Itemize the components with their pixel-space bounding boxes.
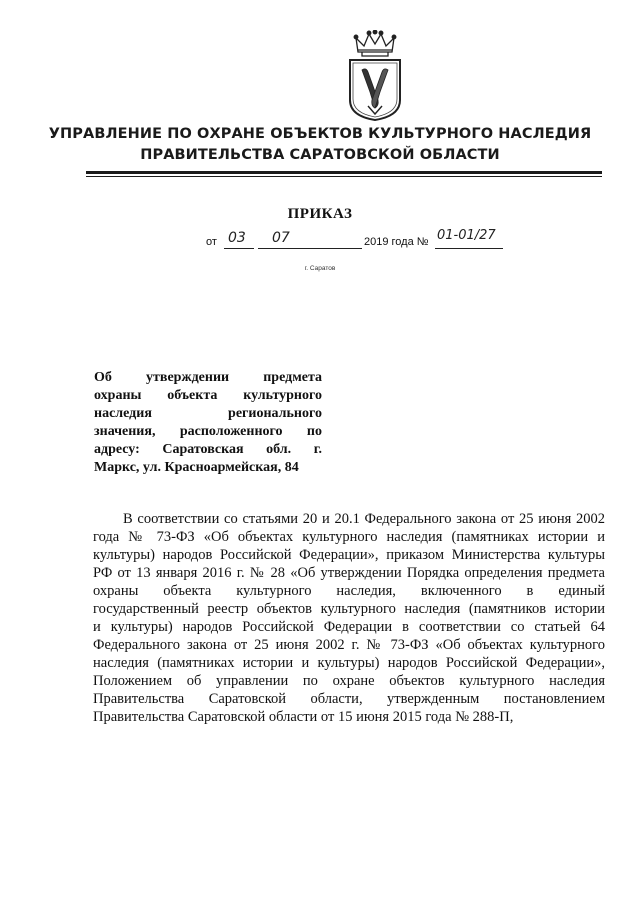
subject-line: наследия регионального [94,406,322,421]
organization-name-line2: ПРАВИТЕЛЬСТВА САРАТОВСКОЙ ОБЛАСТИ [140,147,500,163]
day-underline [224,248,254,249]
order-subject [94,369,322,477]
saratov-coat-of-arms-icon [344,30,406,122]
subject-line: значения, расположенного по [94,424,322,439]
body-line: культуры) народов Российской Федерации», приказом Министерства культуры [93,547,605,563]
document-title: ПРИКАЗ [287,206,353,222]
month-underline [258,248,362,249]
body-line: В соответствии со статьями 20 и 20.1 Федерального закона от 25 июня 2002 [123,511,605,527]
body-line: года № 73-ФЗ «Об объектах культурного наследия (памятниках истории и [93,529,605,545]
order-day: 03 [228,230,246,246]
from-label: от [206,236,217,248]
subject-line: охраны объекта культурного [94,388,322,403]
body-line: Положением об управлении по охране объектов культурного наследия [93,673,605,689]
order-number: 01-01/27 [437,228,496,243]
order-month: 07 [272,230,290,246]
year-label: 2019 года № [364,236,429,248]
subject-line: Об утверждении предмета [94,370,322,385]
body-line: наследия (памятниках истории и культуры) народов Российской Федерации», [93,655,605,671]
order-body [93,510,605,726]
body-line: Правительства Саратовской области, утвержденным постановлением [93,691,605,707]
body-line: государственный реестр объектов культурного наследия (памятников истории [93,601,605,617]
body-line: Федерального закона от 25 июня 2002 г. № 73-ФЗ «Об объектах культурного [93,637,605,653]
header-divider-thick [86,171,602,174]
subject-line: адресу: Саратовская обл. г. [94,442,322,457]
body-line: охраны объекта культурного наследия, включенного в единый [93,583,605,599]
subject-line: Маркс, ул. Красноармейская, 84 [94,460,299,475]
city-label: г. Саратов [304,265,336,272]
body-line: РФ от 13 января 2016 г. № 28 «Об утверждении Порядка определения предмета [93,565,605,581]
organization-name-line1: УПРАВЛЕНИЕ ПО ОХРАНЕ ОБЪЕКТОВ КУЛЬТУРНОГО НАСЛЕДИЯ [48,126,592,142]
body-line: и культуры) народов Российской Федерации в соответствии со статьей 64 [93,619,605,635]
body-line: Правительства Саратовской области от 15 июня 2015 года № 288-П, [93,709,514,725]
number-underline [435,248,503,249]
header-divider-thin [86,176,602,177]
